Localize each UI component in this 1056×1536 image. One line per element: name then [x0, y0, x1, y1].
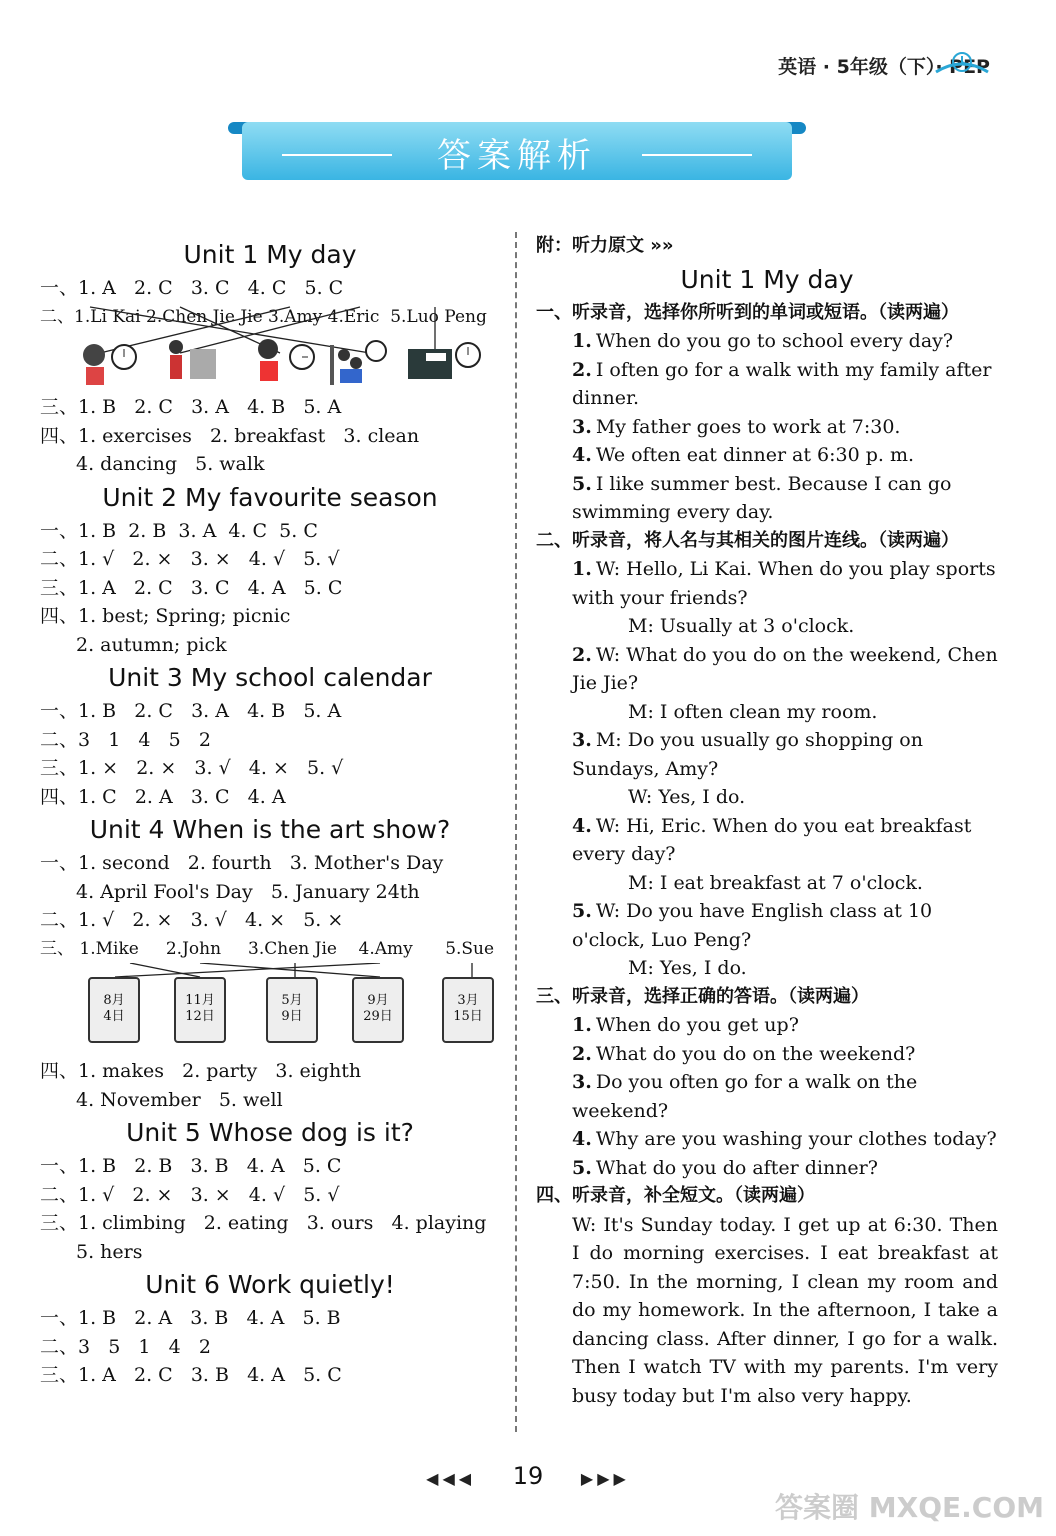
unit1-title: Unit 1 My day — [183, 240, 357, 269]
section2-heading: 二、听录音，将人名与其相关的图片连线。（读两遍） — [536, 529, 959, 551]
english-class-icon — [406, 335, 486, 389]
unit6-line1: 一、1. B 2. A 3. B 4. A 5. B — [40, 1307, 341, 1329]
section3-item: 3. Do you often go for a walk on the weekend? — [572, 1071, 918, 1122]
section3-item: 5. What do you do after dinner? — [572, 1156, 878, 1179]
unit3-title: Unit 3 My school calendar — [108, 663, 432, 692]
section1-item: 3. My father goes to work at 7:30. — [572, 415, 901, 438]
family-breakfast-icon — [326, 335, 390, 389]
script-unit-title: Unit 1 My day — [680, 264, 854, 294]
section3-item: 4. Why are you washing your clothes today? — [572, 1128, 997, 1150]
unit2-line4: 四、1. best; Spring; picnic — [40, 605, 291, 627]
boy-shopping-icon — [252, 335, 322, 389]
unit3-line2: 二、3 1 4 5 2 — [40, 728, 211, 751]
unit3-line3: 三、1. × 2. × 3. √ 4. × 5. √ — [40, 757, 344, 779]
calendar-4: 9月 29日 — [352, 977, 404, 1043]
unit3-line1: 一、1. B 2. C 3. A 4. B 5. A — [40, 700, 342, 722]
boy-sports-clock-icon — [80, 335, 140, 389]
unit2-line2: 二、1. √ 2. × 3. × 4. √ 5. √ — [40, 548, 340, 570]
unit4-line4: 三、 1.Mike 2.John 3.Chen Jie 4.Amy 5.Sue — [40, 938, 495, 959]
unit4-line5: 四、1. makes 2. party 3. eighth — [40, 1060, 362, 1082]
unit6-line3: 三、1. A 2. C 3. B 4. A 5. C — [40, 1364, 342, 1386]
dialogue-item: 2. W: What do you do on the weekend, Chen Jie Jie? M: I often clean my room. — [572, 643, 998, 723]
unit3-line4: 四、1. C 2. A 3. C 4. A — [40, 785, 286, 808]
unit4-calendar-pictures — [40, 963, 500, 1057]
dialogue-item: 5. W: Do you have English class at 10 o'clock, Luo Peng? M: Yes, I do. — [572, 900, 933, 979]
unit4-line6: 4. November 5. well — [76, 1088, 283, 1111]
unit4-line1: 一、1. second 2. fourth 3. Mother's Day — [40, 852, 444, 874]
unit1-line5: 4. dancing 5. walk — [76, 453, 265, 475]
next-arrows-icon: ▶▶▶ — [580, 1469, 630, 1488]
girl-cleaning-icon — [164, 335, 224, 389]
answer-banner — [242, 122, 802, 182]
unit6-title: Unit 6 Work quietly! — [145, 1270, 395, 1299]
section4-heading: 四、听录音，补全短文。（读两遍） — [536, 1185, 815, 1206]
unit1-line2: 二、1.Li Kai 2.Chen Jie Jie 3.Amy 4.Eric 5.Luo Peng — [40, 306, 487, 327]
unit4-title: Unit 4 When is the art show? — [89, 815, 451, 844]
section3-item: 1. When do you get up? — [572, 1014, 799, 1036]
dialogue-item: 1. W: Hello, Li Kai. When do you play sports with your friends? M: Usually at 3 o'clock. — [572, 558, 996, 637]
calendar-2: 11月 12日 — [174, 977, 226, 1043]
unit1-line3: 三、1. B 2. C 3. A 4. B 5. A — [40, 396, 342, 418]
listening-script-column — [536, 232, 998, 1410]
book-logo-icon — [932, 42, 992, 78]
banner-title: 答案解析 — [437, 136, 597, 176]
unit4-line2: 4. April Fool's Day 5. January 24th — [76, 880, 420, 903]
unit2-line3: 三、1. A 2. C 3. C 4. A 5. C — [40, 576, 343, 599]
section1-item: 2. I often go for a walk with my family after dinner. — [572, 358, 992, 409]
section4-passage: W: It's Sunday today. I get up at 6:30. Then I do morning exercises. I eat breakfast at 7:50. In the morning, I clean my room and do my homework. In the afternoon, I take a dancing class. After dinner, I go for a walk. Then I watch TV with my parents. I'm very busy today but I'm also very happy. — [572, 1213, 998, 1407]
section1-item: 4. We often eat dinner at 6:30 p. m. — [572, 444, 915, 466]
unit2-line5: 2. autumn; pick — [76, 633, 227, 656]
page-number: 19 — [512, 1462, 544, 1490]
unit5-line3: 三、1. climbing 2. eating 3. ours 4. playing — [40, 1212, 487, 1234]
section3-heading: 三、听录音，选择正确的答语。（读两遍） — [536, 985, 869, 1007]
dialogue-item: 3. M: Do you usually go shopping on Sundays, Amy? W: Yes, I do. — [572, 729, 923, 808]
section1-item: 5. I like summer best. Because I can go swimming every day. — [572, 472, 952, 523]
calendar-3: 5月 9日 — [266, 977, 318, 1043]
unit2-line1: 一、1. B 2. B 3. A 4. C 5. C — [40, 519, 318, 542]
calendar-5: 3月 15日 — [442, 977, 494, 1043]
column-divider — [515, 232, 517, 1432]
calendar-1: 8月 4日 — [88, 977, 140, 1043]
header-subject: 英语 · 5年级（下）· PEP — [778, 56, 990, 78]
unit5-line4: 5. hers — [76, 1240, 143, 1263]
unit1-matching-pictures — [40, 331, 500, 393]
unit6-line2: 二、3 5 1 4 2 — [40, 1335, 211, 1358]
unit1-line4: 四、1. exercises 2. breakfast 3. clean — [40, 424, 420, 447]
watermark-logo: 答案圈 MXQE.COM — [775, 1491, 1044, 1524]
unit2-title: Unit 2 My favourite season — [102, 482, 438, 512]
prev-arrows-icon: ◀◀◀ — [426, 1469, 476, 1488]
section1-heading: 一、听录音，选择你所听到的单词或短语。（读两遍） — [536, 301, 959, 323]
section3-item: 2. What do you do on the weekend? — [572, 1042, 916, 1065]
dialogue-item: 4. W: Hi, Eric. When do you eat breakfast every day? M: I eat breakfast at 7 o'clock. — [572, 814, 972, 894]
unit4-line3: 二、1. √ 2. × 3. √ 4. × 5. × — [40, 909, 344, 931]
unit5-title: Unit 5 Whose dog is it? — [126, 1118, 414, 1147]
section1-item: 1. When do you go to school every day? — [572, 330, 954, 352]
unit5-line1: 一、1. B 2. B 3. B 4. A 5. C — [40, 1155, 342, 1177]
appendix-label: 附：听力原文 »» — [536, 235, 674, 256]
unit1-line1: 一、1. A 2. C 3. C 4. C 5. C — [40, 277, 344, 299]
unit5-line2: 二、1. √ 2. × 3. × 4. √ 5. √ — [40, 1183, 340, 1206]
answers-column — [40, 236, 500, 1390]
